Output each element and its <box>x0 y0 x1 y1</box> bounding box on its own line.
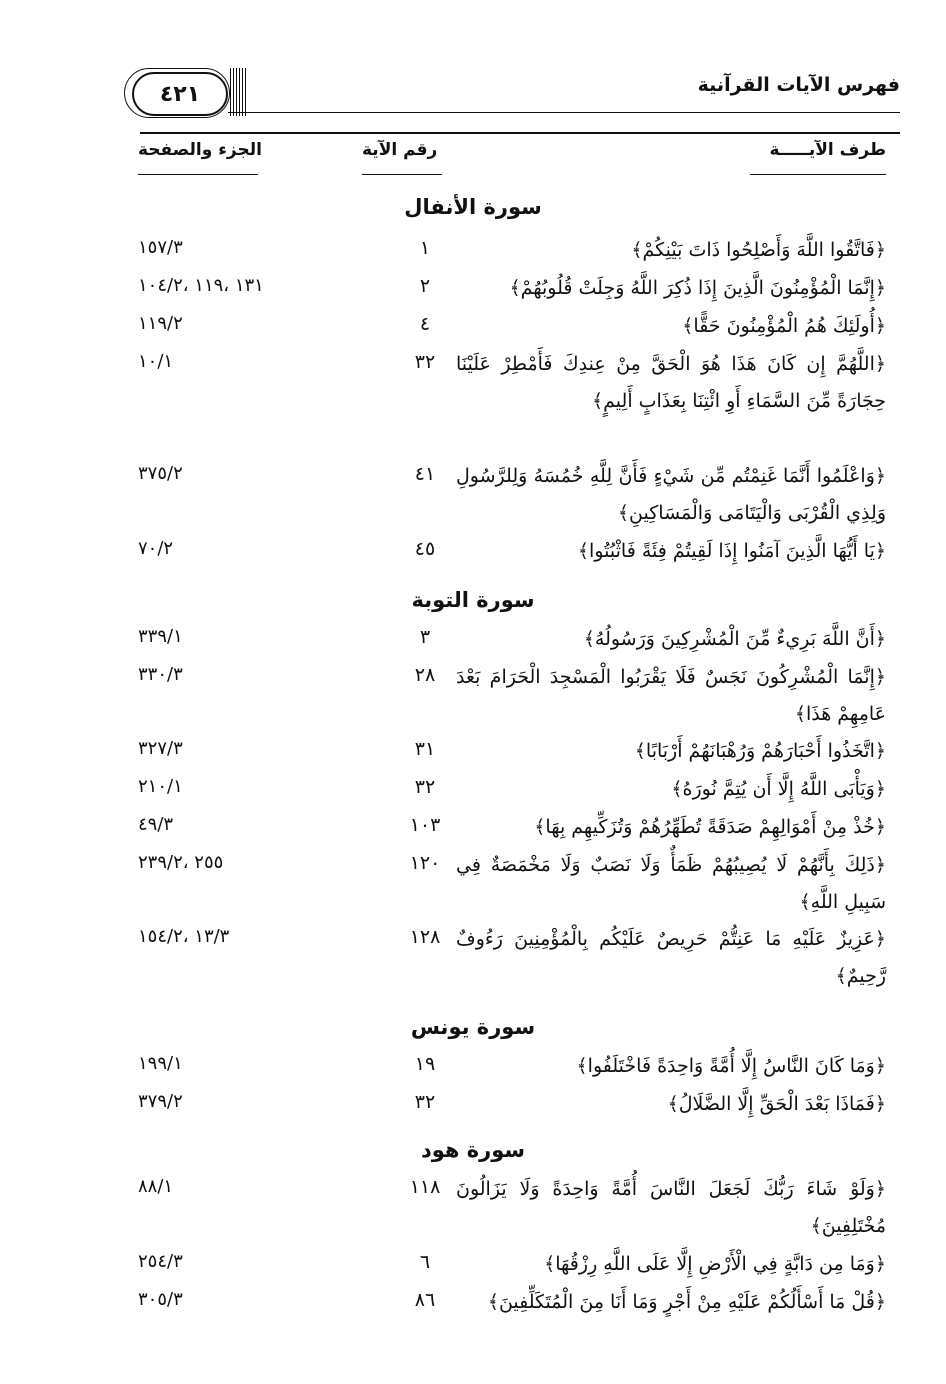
verse-number: ١٩ <box>414 1053 436 1075</box>
verse-text: ﴿فَاتَّقُوا اللَّهَ وَأَصْلِحُوا ذَاتَ بَيْنِكُمْ﴾ <box>631 239 886 261</box>
verse-part-page: ٣٣٠/٣ <box>138 664 183 685</box>
surah-title: سورة التوبة <box>411 588 535 612</box>
verse-part-page: ١٣/٣ ،١٥٤/٢ <box>138 926 230 947</box>
surah-title: سورة يونس <box>410 1015 536 1039</box>
verse-text: ﴿وَاعْلَمُوا أَنَّمَا غَنِمْتُم مِّن شَيْءٍ فَأَنَّ لِلَّهِ خُمُسَهُ وَلِلرَّسُولِ وَلِذِي الْقُرْبَى وَالْيَتَامَى وَالْمَسَاكِينِ﴾ <box>456 465 886 524</box>
verse-text: ﴿أَنَّ اللَّهَ بَرِيءٌ مِّنَ الْمُشْرِكِينَ وَرَسُولُهُ﴾ <box>583 628 886 650</box>
verse-text: ﴿يَا أَيُّهَا الَّذِينَ آمَنُوا إِذَا لَقِيتُمْ فِئَةً فَاثْبُتُوا﴾ <box>577 540 886 562</box>
verse-text: ﴿قُلْ مَا أَسْأَلُكُمْ عَلَيْهِ مِنْ أَجْرٍ وَمَا أَنَا مِنَ الْمُتَكَلِّفِينَ﴾ <box>487 1291 886 1313</box>
surah-title: سورة هود <box>420 1138 526 1162</box>
verse-number: ٢ <box>419 275 431 297</box>
column-head-part-page: الجزء والصفحة <box>138 140 262 160</box>
verse-text: ﴿اتَّخَذُوا أَحْبَارَهُمْ وَرُهْبَانَهُمْ أَرْبَابًا﴾ <box>634 740 886 762</box>
page-number: ٤٢١ <box>132 72 228 116</box>
verse-part-page: ٣٧٥/٢ <box>138 463 183 484</box>
verse-part-page: ١٣١ ،١١٩ ،١٠٤/٢ <box>138 275 264 296</box>
verse-number: ١٢٠ <box>409 852 441 874</box>
verse-text: ﴿ذَلِكَ بِأَنَّهُمْ لَا يُصِيبُهُمْ ظَمَأٌ وَلَا نَصَبٌ وَلَا مَخْمَصَةٌ فِي سَبِيلِ اللَّهِ﴾ <box>456 854 886 913</box>
header-title: فهرس الآيات القرآنية <box>697 74 900 96</box>
verse-text: ﴿اللَّهُمَّ إِن كَانَ هَذَا هُوَ الْحَقَّ مِنْ عِندِكَ فَأَمْطِرْ عَلَيْنَا حِجَارَةً مِّنَ السَّمَاءِ أَوِ ائْتِنَا بِعَذَابٍ أَلِيمٍ﴾ <box>456 353 886 412</box>
verse-text: ﴿وَلَوْ شَاءَ رَبُّكَ لَجَعَلَ النَّاسَ أُمَّةً وَاحِدَةً وَلَا يَزَالُونَ مُخْتَلِفِينَ﴾ <box>456 1178 886 1237</box>
verse-text: ﴿خُذْ مِنْ أَمْوَالِهِمْ صَدَقَةً تُطَهِّرُهُمْ وَتُزَكِّيهِم بِهَا﴾ <box>534 816 886 838</box>
verse-part-page: ٢١٠/١ <box>138 776 183 797</box>
verse-part-page: ٣٧٩/٢ <box>138 1091 183 1112</box>
verse-part-page: ٧٠/٢ <box>138 538 174 559</box>
verse-number: ٣٢ <box>414 1091 436 1113</box>
verse-number: ٤١ <box>414 463 436 485</box>
column-head-verse: طرف الآيـــــة <box>769 140 886 160</box>
verse-number: ٣٢ <box>414 351 436 373</box>
verse-part-page: ٨٨/١ <box>138 1176 174 1197</box>
verse-number: ٢٨ <box>414 664 436 686</box>
verse-part-page: ١١٩/٢ <box>138 313 183 334</box>
verse-number: ١١٨ <box>409 1176 441 1198</box>
verse-number: ٣١ <box>414 738 436 760</box>
verse-number: ٤٥ <box>414 538 436 560</box>
column-head-number: رقم الآية <box>362 140 438 160</box>
verse-part-page: ٤٩/٣ <box>138 814 174 835</box>
verse-text: ﴿وَمَا كَانَ النَّاسُ إِلَّا أُمَّةً وَاحِدَةً فَاخْتَلَفُوا﴾ <box>576 1055 886 1077</box>
verse-part-page: ٣٠٥/٣ <box>138 1289 183 1310</box>
verse-part-page: ١٥٧/٣ <box>138 237 183 258</box>
verse-number: ١٢٨ <box>409 926 441 948</box>
verse-part-page: ١٠/١ <box>138 351 174 372</box>
verse-text: ﴿إِنَّمَا الْمُشْرِكُونَ نَجَسٌ فَلَا يَقْرَبُوا الْمَسْجِدَ الْحَرَامَ بَعْدَ عَامِهِمْ هَذَا﴾ <box>456 666 886 725</box>
verse-part-page: ٣٢٧/٣ <box>138 738 183 759</box>
verse-text: ﴿وَمَا مِن دَابَّةٍ فِي الْأَرْضِ إِلَّا عَلَى اللَّهِ رِزْقُهَا﴾ <box>544 1253 886 1275</box>
verse-part-page: ٢٥٤/٣ <box>138 1251 183 1272</box>
verse-text: ﴿أُولَئِكَ هُمُ الْمُؤْمِنُونَ حَقًّا﴾ <box>682 315 886 337</box>
verse-text: ﴿إِنَّمَا الْمُؤْمِنُونَ الَّذِينَ إِذَا ذُكِرَ اللَّهُ وَجِلَتْ قُلُوبُهُمْ﴾ <box>509 277 886 299</box>
surah-title: سورة الأنفال <box>404 195 542 219</box>
verse-number: ٣٢ <box>414 776 436 798</box>
verse-text: ﴿عَزِيزٌ عَلَيْهِ مَا عَنِتُّمْ حَرِيصٌ عَلَيْكُم بِالْمُؤْمِنِينَ رَءُوفٌ رَّحِيمٌ﴾ <box>456 928 886 987</box>
verse-number: ٣ <box>419 626 431 648</box>
verse-number: ٨٦ <box>414 1289 436 1311</box>
verse-part-page: ١٩٩/١ <box>138 1053 183 1074</box>
verse-part-page: ٢٥٥ ،٢٣٩/٢ <box>138 852 224 873</box>
verse-text: ﴿فَمَاذَا بَعْدَ الْحَقِّ إِلَّا الضَّلَالُ﴾ <box>667 1093 886 1115</box>
verse-number: ٤ <box>419 313 431 335</box>
verse-part-page: ٣٣٩/١ <box>138 626 183 647</box>
verse-number: ١٠٣ <box>409 814 441 836</box>
verse-number: ٦ <box>419 1251 431 1273</box>
verse-text: ﴿وَيَأْبَى اللَّهُ إِلَّا أَن يُتِمَّ نُورَهُ﴾ <box>671 778 886 800</box>
verse-number: ١ <box>419 237 431 259</box>
